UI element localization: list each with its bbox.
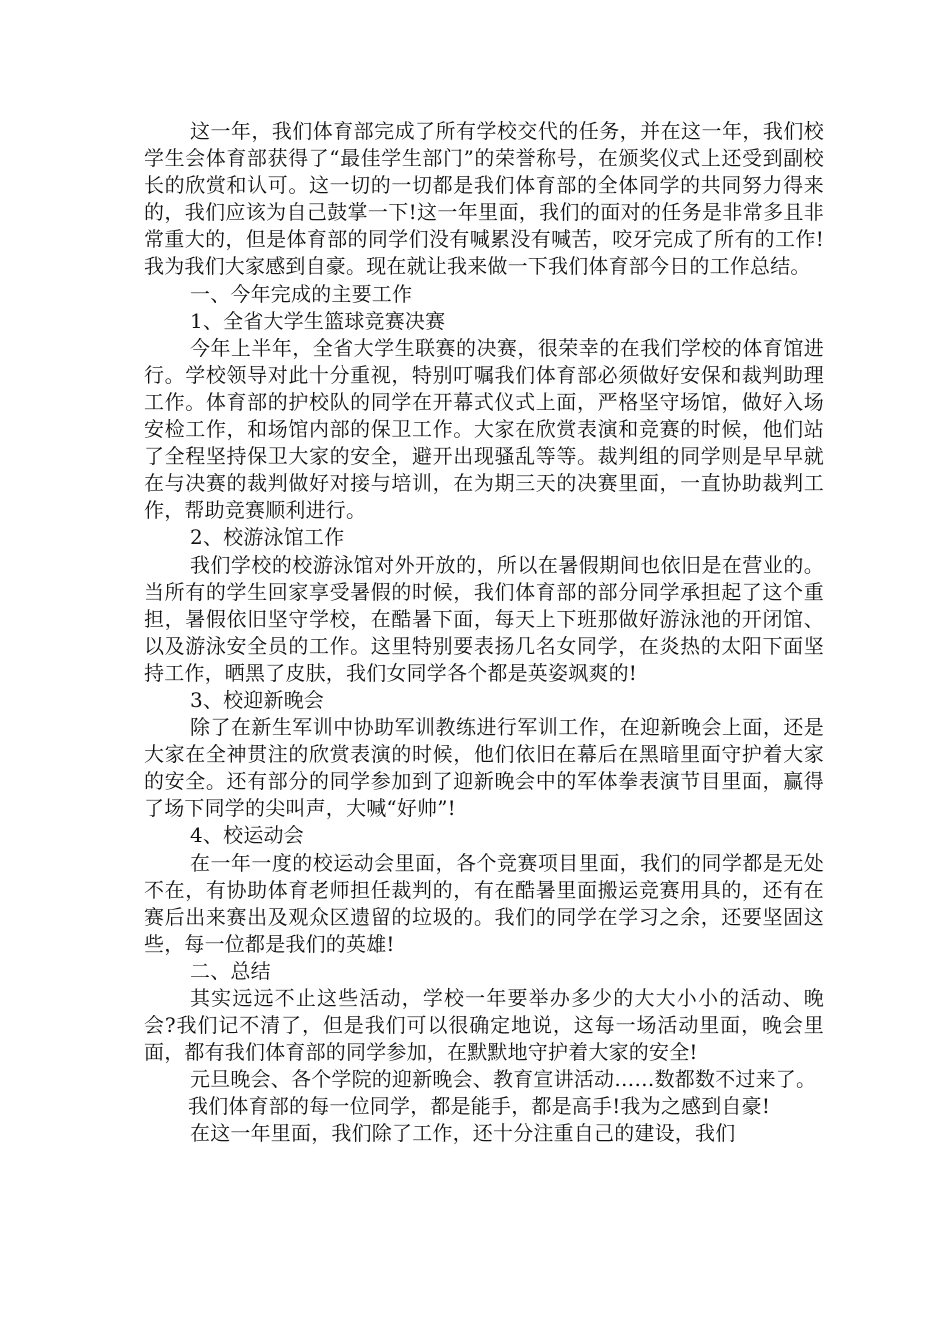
subheading-sports-meet: 4、校运动会 (190, 823, 304, 848)
paragraph-summary-2: 元旦晚会、各个学院的迎新晚会、教育宣讲活动……数都数不过来了。 (190, 1067, 817, 1092)
section-heading-main-work: 一、今年完成的主要工作 (190, 281, 413, 306)
subheading-swimming: 2、校游泳馆工作 (190, 525, 345, 550)
paragraph-basketball: 今年上半年，全省大学生联赛的决赛，很荣幸的在我们学校的体育馆进行。学校领导对此十分重视，特别叮嘱我们体育部必须做好安保和裁判助理工作。体育部的护校队的同学在开幕式仪式上面，严格坚守场馆，做好入场安检工作，和场馆内部的保卫工作。大家在欣赏表演和竞赛的时候，他们站了全程坚持保卫大家的安全，避开出现骚乱等等。裁判组的同学则是早早就在与决赛的裁判做好对接与培训，在为期三天的决赛里面，一直协助裁判工作，帮助竞赛顺利进行。 (144, 335, 824, 523)
paragraph-summary-1: 其实远远不止这些活动，学校一年要举办多少的大大小小的活动、晚会?我们记不清了，但是我们可以很确定地说，这每一场活动里面，晚会里面，都有我们体育部的同学参加，在默默地守护着大家的安全! (144, 986, 824, 1065)
subheading-basketball: 1、全省大学生篮球竞赛决赛 (190, 308, 446, 333)
paragraph-summary-4: 在这一年里面，我们除了工作，还十分注重自己的建设，我们 (190, 1121, 736, 1146)
paragraph-sports-meet: 在一年一度的校运动会里面，各个竞赛项目里面，我们的同学都是无处不在，有协助体育老师担任裁判的，有在酷暑里面搬运竞赛用具的，还有在赛后出来赛出及观众区遗留的垃圾的。我们的同学在学习之余，还要坚固这些，每一位都是我们的英雄! (144, 850, 824, 956)
subheading-welcome-party: 3、校迎新晚会 (190, 687, 325, 712)
intro-paragraph: 这一年，我们体育部完成了所有学校交代的任务，并在这一年，我们校学生会体育部获得了“最佳学生部门”的荣誉称号，在颁奖仪式上还受到副校长的欣赏和认可。这一切的一切都是我们体育部的全体同学的共同努力得来的，我们应该为自己鼓掌一下!这一年里面，我们的面对的任务是非常多且非常重大的，但是体育部的同学们没有喊累没有喊苦，咬牙完成了所有的工作!我为我们大家感到自豪。现在就让我来做一下我们体育部今日的工作总结。 (144, 119, 824, 279)
paragraph-summary-3: 我们体育部的每一位同学，都是能手，都是高手!我为之感到自豪! (188, 1094, 771, 1119)
paragraph-swimming: 我们学校的校游泳馆对外开放的，所以在暑假期间也依旧是在营业的。当所有的学生回家享受暑假的时候，我们体育部的部分同学承担起了这个重担，暑假依旧坚守学校，在酷暑下面，每天上下班那做好游泳池的开闭馆、以及游泳安全员的工作。这里特别要表扬几名女同学，在炎热的太阳下面坚持工作，晒黑了皮肤，我们女同学各个都是英姿飒爽的! (144, 552, 824, 685)
paragraph-welcome-party: 除了在新生军训中协助军训教练进行军训工作，在迎新晚会上面，还是大家在全神贯注的欣赏表演的时候，他们依旧在幕后在黑暗里面守护着大家的安全。还有部分的同学参加到了迎新晚会中的军体拳表演节目里面，赢得了场下同学的尖叫声，大喊“好帅”! (144, 715, 824, 821)
document-body (144, 118, 824, 1148)
section-heading-summary: 二、总结 (190, 958, 271, 983)
